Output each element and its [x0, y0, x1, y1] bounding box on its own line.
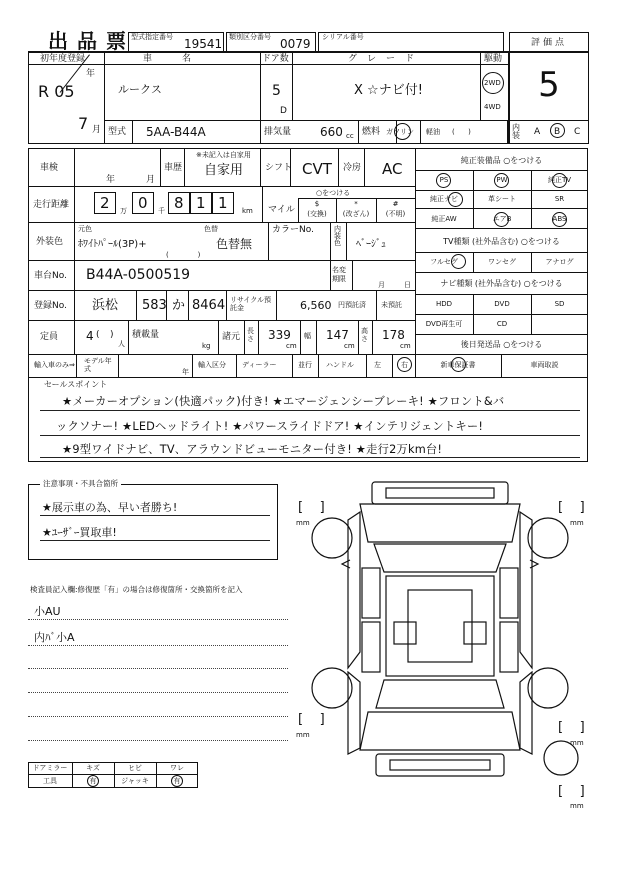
import-dealer: ディーラー [242, 361, 277, 369]
interior-c: C [574, 127, 581, 137]
dot-2 [28, 645, 288, 646]
sep [160, 148, 161, 186]
notes-bracket [28, 484, 278, 560]
drive-4wd: 4WD [484, 103, 501, 111]
dot-4 [28, 692, 288, 693]
mm-label-fl: mm [296, 519, 310, 527]
displacement-label: 排気量 [264, 127, 292, 137]
notes-label: 注意事項・不具合箇所 [40, 480, 121, 488]
name-change-label: 名変期限 [332, 266, 346, 284]
dot-3 [28, 668, 288, 669]
width-label: 幅 [304, 332, 311, 340]
fuel-paren: ( ) [452, 128, 471, 136]
mileage-digit-2: 0 [138, 194, 148, 212]
legend-mirror: ドアミラー [32, 764, 68, 772]
sep [415, 334, 588, 335]
sep [300, 320, 301, 354]
import-parallel: 並行 [298, 361, 312, 369]
sep [28, 320, 415, 321]
mileage-sym1: $ [314, 200, 320, 208]
mm-label-rl: mm [296, 731, 310, 739]
history-label: 車歴 [164, 163, 183, 173]
sep [415, 170, 588, 171]
original-color-label: 元色 [78, 225, 92, 233]
sep [298, 198, 415, 199]
tread-front-left: [ ] [298, 500, 325, 515]
ac-label: 冷房 [343, 163, 362, 173]
sep [338, 148, 339, 186]
repaint: 色替無 [216, 237, 253, 251]
reg-era-year: R 05 [38, 82, 75, 101]
length: 339 [268, 328, 291, 342]
interior-divider [509, 120, 589, 121]
sep [473, 314, 474, 334]
sep [260, 52, 261, 144]
model-type-label: 型式 [108, 127, 127, 137]
notes-line-2: ★ﾕｰｻﾞｰ買取車! [42, 526, 117, 539]
month-unit: 月 [92, 125, 102, 135]
sep [415, 314, 588, 315]
tv-full-circle [451, 254, 466, 269]
capacity-paren-r: ) [110, 330, 114, 340]
sales-label: セールスポイント [44, 380, 108, 389]
history-note: ※未記入は自家用 [196, 151, 251, 159]
reg-region: 浜松 [92, 298, 119, 313]
sep [376, 290, 377, 320]
mileage-replaced: (交換) [307, 210, 327, 218]
mileage-digits [84, 190, 258, 218]
inspector-line-2: 内ﾊﾞ小A [34, 631, 75, 644]
sep [184, 148, 185, 186]
tread-front-right: [ ] [558, 500, 585, 515]
notes-underline-2 [40, 540, 270, 541]
later-warranty-circle [451, 357, 466, 372]
reg-number: 8464 [192, 298, 226, 313]
model-year-label: モデル年式 [84, 357, 112, 374]
sep [420, 120, 421, 144]
sep [28, 64, 509, 65]
shift-label: シフト [265, 163, 293, 173]
load-unit: kg [202, 342, 211, 350]
displacement-unit: cc [346, 132, 354, 140]
recycle-amount: 6,560 [300, 299, 332, 312]
sep [132, 120, 133, 144]
import-label: 輸入車のみ⇒ [34, 361, 75, 369]
mileage-label: 走行距離 [33, 200, 70, 210]
drive-2wd: 2WD [484, 79, 501, 87]
notes-line-1: ★展示車の為、早い者勝ち! [42, 501, 178, 514]
serial-label: シリアル番号 [322, 33, 364, 41]
sep [346, 222, 347, 260]
name-change-day: 日 [404, 281, 411, 289]
width: 147 [326, 328, 349, 342]
mileage-digit-1: 2 [100, 194, 110, 212]
sep [118, 354, 119, 378]
capacity-paren-l: ( [96, 330, 100, 340]
tv-title: TV種類 (社外品含む) ○をつける [443, 237, 560, 246]
mileage-digit-4: 1 [196, 194, 206, 212]
navi-dvd: DVD [494, 300, 510, 308]
dot-1 [28, 619, 288, 620]
capacity-label: 定員 [40, 332, 59, 342]
sep [473, 170, 474, 228]
eq-pw-circle [494, 173, 509, 188]
fuel-label: 燃料 [362, 127, 381, 137]
mileage-digit-3: 8 [174, 194, 184, 212]
legend-crack: ヒビ [128, 764, 142, 772]
eq-aw: 純正AW [431, 215, 457, 223]
eq-pw: PW [496, 176, 508, 184]
sep [218, 320, 219, 354]
sep [128, 320, 129, 354]
dot-6 [28, 740, 288, 741]
dvd-play-label: DVD再生可 [425, 320, 463, 328]
sep [292, 354, 293, 378]
grade-label: グレード [347, 54, 424, 64]
doors: 5 [272, 83, 281, 99]
sep [290, 148, 291, 186]
score-label: 評価点 [530, 38, 567, 48]
sep [104, 120, 509, 121]
inspector-label: 検査員記入欄:修復歴「有」の場合は修復箇所・交換箇所を記入 [30, 585, 243, 594]
door-suffix: D [280, 106, 287, 116]
car-name-label: 車名 [142, 54, 221, 64]
genuine-title: 純正装備品 ○をつける [460, 156, 543, 165]
sep [507, 120, 508, 144]
tv-full: フルセグ [430, 258, 458, 266]
inspection-year: 年 [106, 175, 116, 185]
class-label: 類別区分番号 [229, 33, 271, 41]
first-reg-label: 初年度登録 [40, 54, 86, 64]
car-name: ルークス [118, 83, 162, 96]
navi-sd: SD [554, 300, 565, 308]
sep [28, 222, 415, 223]
history: 自家用 [204, 163, 244, 178]
sep [28, 290, 415, 291]
type-approval-no: 19541 [184, 37, 223, 51]
sep [318, 354, 319, 378]
dot-5 [28, 716, 288, 717]
sep [236, 354, 237, 378]
sep [415, 294, 588, 295]
sep [28, 186, 415, 187]
tread-rear-left: [ ] [298, 712, 325, 727]
doors-label: ドア数 [262, 54, 289, 64]
legend-jack: ジャッキ [121, 777, 149, 785]
later-manual: 車両取説 [530, 361, 559, 369]
sep [415, 272, 588, 273]
height-label: 高さ [361, 327, 368, 344]
fuel-gas: ガソリン [386, 128, 414, 136]
legend-tools: 工具 [43, 777, 57, 785]
sep [415, 190, 588, 191]
cd-label: CD [496, 320, 508, 328]
mileage-sym2: * [354, 200, 358, 208]
mileage-sym3: # [392, 200, 399, 208]
sep [531, 314, 532, 334]
handle-right: 右 [401, 361, 408, 369]
mileage-note: ○をつける [316, 189, 351, 197]
spare-tire-icon [541, 738, 581, 778]
sep [260, 148, 261, 186]
repaint-paren: ( ) [166, 251, 201, 259]
eq-navi-circle [448, 192, 463, 207]
eq-tv-circle [552, 173, 567, 188]
interior-label: 内装 [512, 123, 520, 140]
import-year: 年 [182, 368, 189, 376]
later-warranty: 新車保証書 [440, 361, 476, 369]
interior-color-label: 内装色 [334, 225, 341, 247]
sep [415, 252, 588, 253]
tv-one: ワンセグ [488, 258, 516, 266]
legend-jack-yes: 有 [173, 777, 181, 785]
grade-score: 5 [538, 65, 560, 105]
color-no-label: カラーNo. [272, 225, 314, 235]
grade: X ☆ナビ付! [354, 83, 423, 98]
reg-class-no: 583 [142, 298, 167, 313]
mileage-tampered: (改ざん) [342, 210, 370, 218]
sales-underline-3 [40, 457, 580, 458]
legend-tools-yes: 有 [89, 777, 97, 785]
sep [364, 148, 365, 186]
sep [473, 294, 474, 314]
sep [531, 294, 532, 314]
sales-underline-1 [40, 410, 580, 411]
import-division-label: 輸入区分 [198, 361, 226, 369]
length-unit: cm [286, 342, 297, 350]
navi-title: ナビ種類 (社外品含む) ○をつける [440, 279, 563, 288]
handle-label: ハンドル [326, 361, 354, 369]
length-label: 長さ [247, 327, 254, 344]
load-label: 積載量 [132, 330, 160, 340]
eq-airbag: エアB [492, 215, 512, 223]
sep [276, 290, 277, 320]
sep [501, 354, 502, 378]
mileage-mile: マイル [268, 205, 295, 215]
inspector-line-1: 小AU [34, 605, 61, 618]
eq-abs-circle [552, 212, 567, 227]
mileage-sen: 千 [158, 207, 165, 215]
page-title: 出品票 [48, 29, 135, 53]
interior-a: A [534, 127, 541, 137]
eq-sr: SR [554, 195, 565, 203]
sep [28, 260, 415, 261]
height: 178 [382, 328, 405, 342]
handle-left: 左 [374, 361, 381, 369]
chassis-no: B44A-0500519 [86, 267, 191, 283]
notes-bracket-right [272, 484, 278, 560]
model-type: 5AA-B44A [146, 125, 206, 139]
ac: AC [382, 160, 403, 178]
width-unit: cm [344, 342, 355, 350]
sep [473, 252, 474, 272]
eq-ps: PS [439, 176, 449, 184]
sep [316, 320, 317, 354]
later-title: 後日発送品 ○をつける [460, 340, 543, 349]
equipment-panel [415, 148, 588, 378]
eq-airbag-circle [494, 212, 509, 227]
tv-analog: アナログ [545, 258, 574, 266]
shift: CVT [302, 160, 332, 178]
sep [415, 228, 588, 229]
repaint-label: 色替 [204, 225, 218, 233]
class-no: 0079 [280, 37, 311, 51]
sep [74, 148, 75, 354]
inspection-month: 月 [146, 175, 156, 185]
notes-underline-1 [40, 515, 270, 516]
sep [480, 52, 481, 120]
mm-label-rr: mm [570, 739, 584, 747]
drive-label: 駆動 [484, 54, 503, 64]
jack-yes-circle [171, 775, 183, 787]
sep [258, 320, 259, 354]
sep [531, 252, 532, 272]
mileage-man: 万 [120, 207, 127, 215]
sep [28, 774, 198, 775]
sep [76, 354, 77, 378]
sep [192, 354, 193, 378]
displacement: 660 [320, 125, 343, 139]
type-approval-label: 型式指定番号 [131, 33, 173, 41]
recycle-label: リサイクル預託金 [230, 296, 272, 313]
tools-yes-circle [87, 775, 99, 787]
sales-line-3: ★9型ワイドナビ、TV、アラウンドビューモニター付き! ★走行2万km台! [62, 443, 443, 456]
mm-label-spare: mm [570, 802, 584, 810]
sep [330, 260, 331, 290]
sep [366, 354, 367, 378]
sales-underline-2 [40, 435, 580, 436]
inspection-label: 車検 [40, 163, 59, 173]
dims-label: 諸元 [222, 332, 241, 342]
recycle-unpaid: 未預託 [381, 301, 402, 309]
sep [104, 52, 105, 144]
sep [268, 222, 269, 260]
tread-spare: [ ] [558, 784, 585, 799]
eq-abs: ABS [552, 215, 567, 223]
mileage-unknown: (不明) [385, 210, 406, 218]
year-unit: 年 [86, 69, 96, 79]
sep [244, 320, 245, 354]
interior-b: B [554, 127, 561, 137]
eq-leather: 革シート [488, 195, 516, 203]
sep [188, 290, 189, 320]
sep [330, 222, 331, 260]
interior-color: ﾍﾞｰｼﾞｭ [356, 239, 386, 250]
eq-tv: 純正TV [547, 176, 572, 184]
capacity-value: 4 [86, 329, 94, 343]
score-divider [509, 52, 589, 53]
sales-line-1: ★メーカーオプション(快適パック)付き! ★エマージェンシーブレーキ! ★フロント&バ [62, 395, 505, 408]
reg-month: 7 [78, 114, 89, 133]
legend-break: ワレ [170, 764, 184, 772]
recycle-unit: 円預託済 [338, 301, 366, 309]
sep [531, 170, 532, 228]
fuel-diesel: 軽油 [426, 128, 440, 136]
sep [166, 290, 167, 320]
sep [262, 186, 263, 222]
capacity-unit: 人 [118, 340, 125, 348]
exterior-color-label: 外装色 [36, 237, 64, 247]
sep [358, 120, 359, 144]
sep [136, 290, 137, 320]
sep [358, 320, 359, 354]
original-color: ﾎﾜｲﾄﾊﾟｰﾙ(3P)+ [78, 239, 147, 250]
mm-label-fr: mm [570, 519, 584, 527]
mileage-digit-5: 1 [218, 194, 228, 212]
sep [226, 290, 227, 320]
sales-line-2: ックソナー! ★LEDヘッドライト! ★パワースライドドア! ★インテリジェントキー! [56, 420, 484, 433]
reg-kana: か [172, 298, 186, 313]
sep [392, 354, 393, 378]
name-change-month: 月 [378, 281, 385, 289]
chassis-label: 車台No. [34, 271, 67, 281]
tread-rear-right: [ ] [558, 720, 585, 735]
sep [372, 320, 373, 354]
legend-scratch: キズ [86, 764, 100, 772]
navi-hdd: HDD [435, 300, 453, 308]
eq-navi: 純正ナビ [430, 195, 458, 203]
mileage-unit: km [242, 207, 253, 215]
height-unit: cm [400, 342, 411, 350]
registration-label: 登録No. [34, 301, 67, 311]
sep [415, 208, 588, 209]
eq-ps-circle [436, 173, 451, 188]
sep [352, 260, 353, 290]
